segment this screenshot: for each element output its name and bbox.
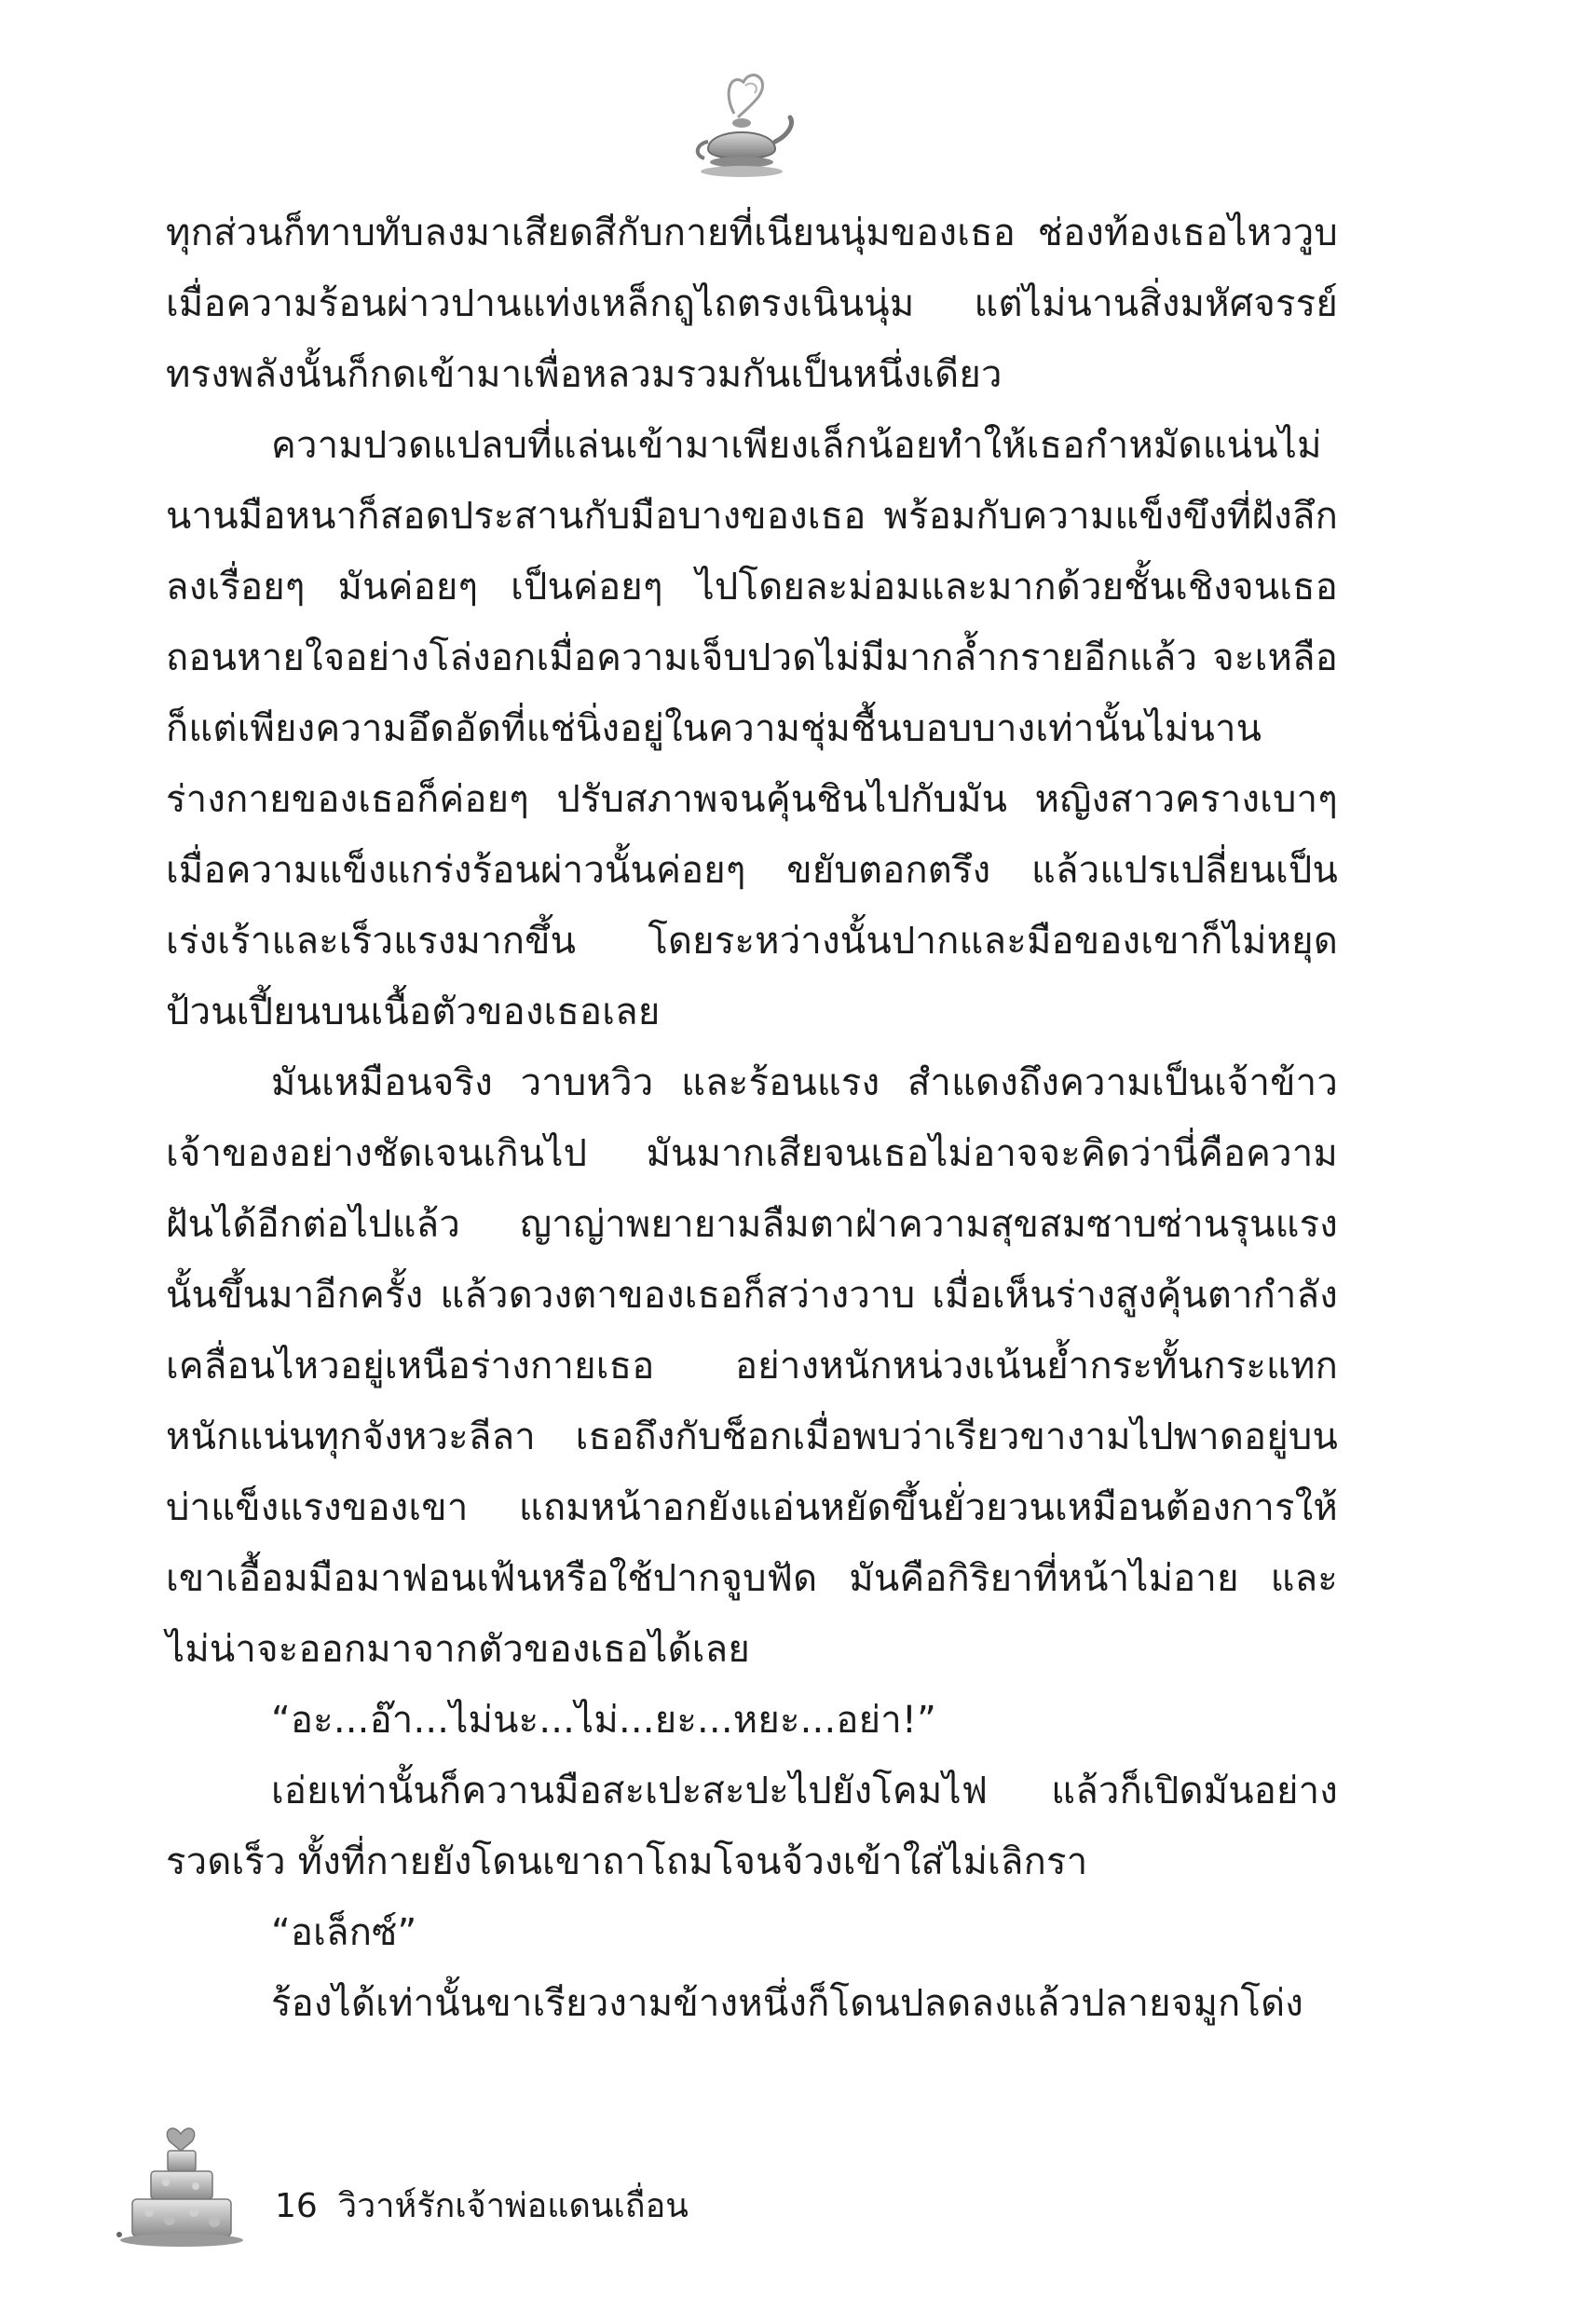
paragraph: ร้องได้เท่านั้นขาเรียวงามข้างหนึ่งก็โดนปลดลงแล้วปลายจมูกโด่ง xyxy=(271,1982,1304,2025)
dialogue-line: “อะ...อ๊า...ไม่นะ...ไม่...ยะ...หยะ...อย่า!” xyxy=(271,1699,937,1742)
page-footer xyxy=(102,2115,755,2255)
paragraph: เอ่ยเท่านั้นก็ควานมือสะเปะสะปะไปยังโคมไฟ แล้วก็เปิดมันอย่างรวดเร็ว ทั้งที่กายยังโดนเขาถาโถมโจนจ้วงเข้าใส่ไม่เลิกรา xyxy=(166,1770,1338,1883)
page-number: 16 xyxy=(275,2187,318,2225)
footer-label xyxy=(275,2179,689,2232)
body-text xyxy=(166,198,1338,2039)
paragraph: มันเหมือนจริง วาบหวิว และร้อนแรง สำแดงถึงความเป็นเจ้าข้าวเจ้าของอย่างชัดเจนเกินไป มันมากเสียจนเธอไม่อาจจะคิดว่านี่คือความฝันได้อีกต่อไปแล้ว ญาญ่าพยายามลืมตาฝ่าความสุขสมซาบซ่านรุนแรงนั้นขึ้นมาอีกครั้ง แล้วดวงตาของเธอก็สว่างวาบ เมื่อเห็นร่างสูงคุ้นตากำลังเคลื่อนไหวอยู่เหนือร่างกายเธอ อย่างหนักหน่วงเน้นย้ำกระทั้นกระแทกหนักแน่นทุกจังหวะลีลา เธอถึงกับช็อกเมื่อพบว่าเรียวขางามไปพาดอยู่บนบ่าแข็งแรงของเขา แถมหน้าอกยังแอ่นหยัดขึ้นยั่วยวนเหมือนต้องการให้เขาเอื้อมมือมาฟอนเฟ้นหรือใช้ปากจูบฟัด มันคือกิริยาที่หน้าไม่อาย และไม่น่าจะออกมาจากตัวของเธอได้เลย xyxy=(166,1061,1338,1671)
wedding-cake-icon xyxy=(112,2115,261,2255)
paragraph: ความปวดแปลบที่แล่นเข้ามาเพียงเล็กน้อยทำให้เธอกำหมัดแน่นไม่นานมือหนาก็สอดประสานกับมือบางของเธอ พร้อมกับความแข็งขึงที่ฝังลึกลงเรื่อยๆ มันค่อยๆ เป็นค่อยๆ ไปโดยละม่อมและมากด้วยชั้นเชิงจนเธอถอนหายใจอย่างโล่งอกเมื่อความเจ็บปวดไม่มีมากล้ำกรายอีกแล้ว จะเหลือก็แต่เพียงความอึดอัดที่แช่นิ่งอยู่ในความชุ่มชื้นบอบบางเท่านั้นไม่นานร่างกายของเธอก็ค่อยๆ ปรับสภาพจนคุ้นชินไปกับมัน หญิงสาวครางเบาๆ เมื่อความแข็งแกร่งร้อนผ่าวนั้นค่อยๆ ขยับตอกตรึง แล้วแปรเปลี่ยนเป็นเร่งเร้าและเร็วแรงมากขึ้น โดยระหว่างนั้นปากและมือของเขาก็ไม่หยุดป้วนเปี้ยนบนเนื้อตัวของเธอเลย xyxy=(166,424,1338,1033)
paragraph: ทุกส่วนก็ทาบทับลงมาเสียดสีกับกายที่เนียนนุ่มของเธอ ช่องท้องเธอไหววูบเมื่อความร้อนผ่าวปานแท่งเหล็กฤูไถตรงเนินนุ่ม แต่ไม่นานสิ่งมหัศจรรย์ทรงพลังนั้นก็กดเข้ามาเพื่อหลวมรวมกันเป็นหนึ่งเดียว xyxy=(166,212,1338,396)
dialogue-line: “อเล็กซ์” xyxy=(271,1911,417,1954)
teapot-with-heart-icon xyxy=(686,65,798,186)
book-title: วิวาห์รักเจ้าพ่อแดนเถื่อน xyxy=(337,2187,689,2225)
